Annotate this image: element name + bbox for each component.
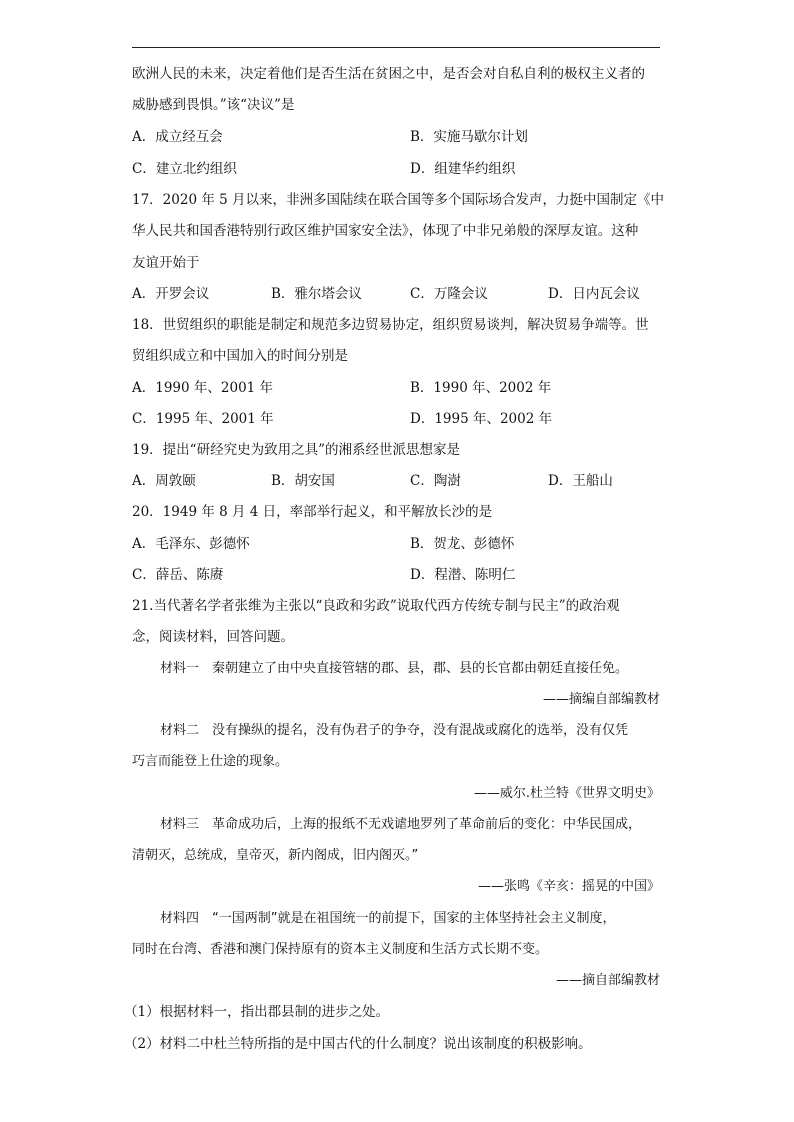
material-4-source: ——摘自部编教材 [555,973,660,988]
q20-stem: 20．1949 年 8 月 4 日，率部举行起义，和平解放长沙的是 [132,504,493,520]
material-1-source: ——摘编自部编教材 [542,692,660,707]
q21-subquestion-1: （1）根据材料一，指出郡县制的进步之处。 [124,1004,390,1020]
q18-option-a[interactable]: A．1990 年、2001 年 [132,380,274,396]
q21-stem-line2: 念，阅读材料，回答问题。 [132,629,294,645]
q18-option-c[interactable]: C．1995 年、2001 年 [132,411,274,427]
q19-option-b[interactable]: B．胡安国 [271,473,335,489]
material-4-line1: 材料四 “一国两制”就是在祖国统一的前提下，国家的主体坚持社会主义制度， [160,911,616,926]
q20-option-c[interactable]: C．薛岳、陈赓 [132,567,224,583]
q16-option-c[interactable]: C．建立北约组织 [132,161,237,177]
material-3-source: ——张鸣《辛亥：摇晃的中国》 [477,879,660,894]
q21-subquestion-2: （2）材料二中杜兰特所指的是中国古代的什么制度？说出该制度的积极影响。 [124,1036,592,1052]
material-1: 材料一 秦朝建立了由中央直接管辖的郡、县，郡、县的长官都由朝廷直接任免。 [160,661,629,676]
q18-stem-line1: 18．世贸组织的职能是制定和规范多边贸易协定，组织贸易谈判，解决贸易争端等。世 [132,317,649,333]
q18-stem-line2: 贸组织成立和中国加入的时间分别是 [132,348,348,364]
q17-stem-line3: 友谊开始于 [132,255,200,271]
q17-stem-line2: 华人民共和国香港特别行政区维护国家安全法》，体现了中非兄弟般的深厚友谊。这种 [132,223,639,239]
material-3-line1: 材料三 革命成功后，上海的报纸不无戏谑地罗列了革命前后的变化：中华民国成， [160,817,642,832]
q17-option-d[interactable]: D．日内瓦会议 [548,286,640,302]
header-rule [132,47,660,48]
q16-option-a[interactable]: A．成立经互会 [132,129,223,145]
q16-option-d[interactable]: D．组建华约组织 [410,161,516,177]
q19-option-a[interactable]: A．周敦颐 [132,473,196,489]
material-2-source: ——威尔.杜兰特《世界文明史》 [473,786,660,801]
material-3-line2: 清朝灭，总统成，皇帝灭，新内阁成，旧内阁灭。” [132,848,419,863]
q21-stem-line1: 21.当代著名学者张维为主张以“良政和劣政”说取代西方传统专制与民主”的政治观 [132,598,620,614]
q19-stem: 19．提出“研经究史为致用之具”的湘系经世派思想家是 [132,442,460,458]
material-2-line1: 材料二 没有操纵的提名，没有伪君子的争夺，没有混战或腐化的选举，没有仅凭 [160,723,629,738]
q20-option-b[interactable]: B．贺龙、彭德怀 [410,536,515,552]
q18-option-d[interactable]: D．1995 年、2002 年 [410,411,553,427]
q20-option-d[interactable]: D．程潜、陈明仁 [410,567,516,583]
q16-option-b[interactable]: B．实施马歇尔计划 [410,129,528,145]
q20-option-a[interactable]: A．毛泽东、彭德怀 [132,536,250,552]
q17-option-c[interactable]: C．万隆会议 [410,286,488,302]
q19-option-c[interactable]: C．陶澍 [410,473,461,489]
q16-stem-line1: 欧洲人民的未来，决定着他们是否生活在贫困之中，是否会对自私自利的极权主义者的 [132,66,645,82]
material-4-line2: 同时在台湾、香港和澳门保持原有的资本主义制度和生活方式长期不变。 [132,942,549,957]
q19-option-d[interactable]: D．王船山 [548,473,613,489]
q17-option-a[interactable]: A．开罗会议 [132,286,210,302]
q18-option-b[interactable]: B．1990 年、2002 年 [410,380,552,396]
q17-option-b[interactable]: B．雅尔塔会议 [271,286,362,302]
material-2-line2: 巧言而能登上仕途的现象。 [132,754,289,769]
q16-stem-line2: 威胁感到畏惧。”该“决议”是 [132,97,295,113]
q17-stem-line1: 17．2020 年 5 月以来，非洲多国陆续在联合国等多个国际场合发声，力挺中国制定《中 [132,192,664,208]
